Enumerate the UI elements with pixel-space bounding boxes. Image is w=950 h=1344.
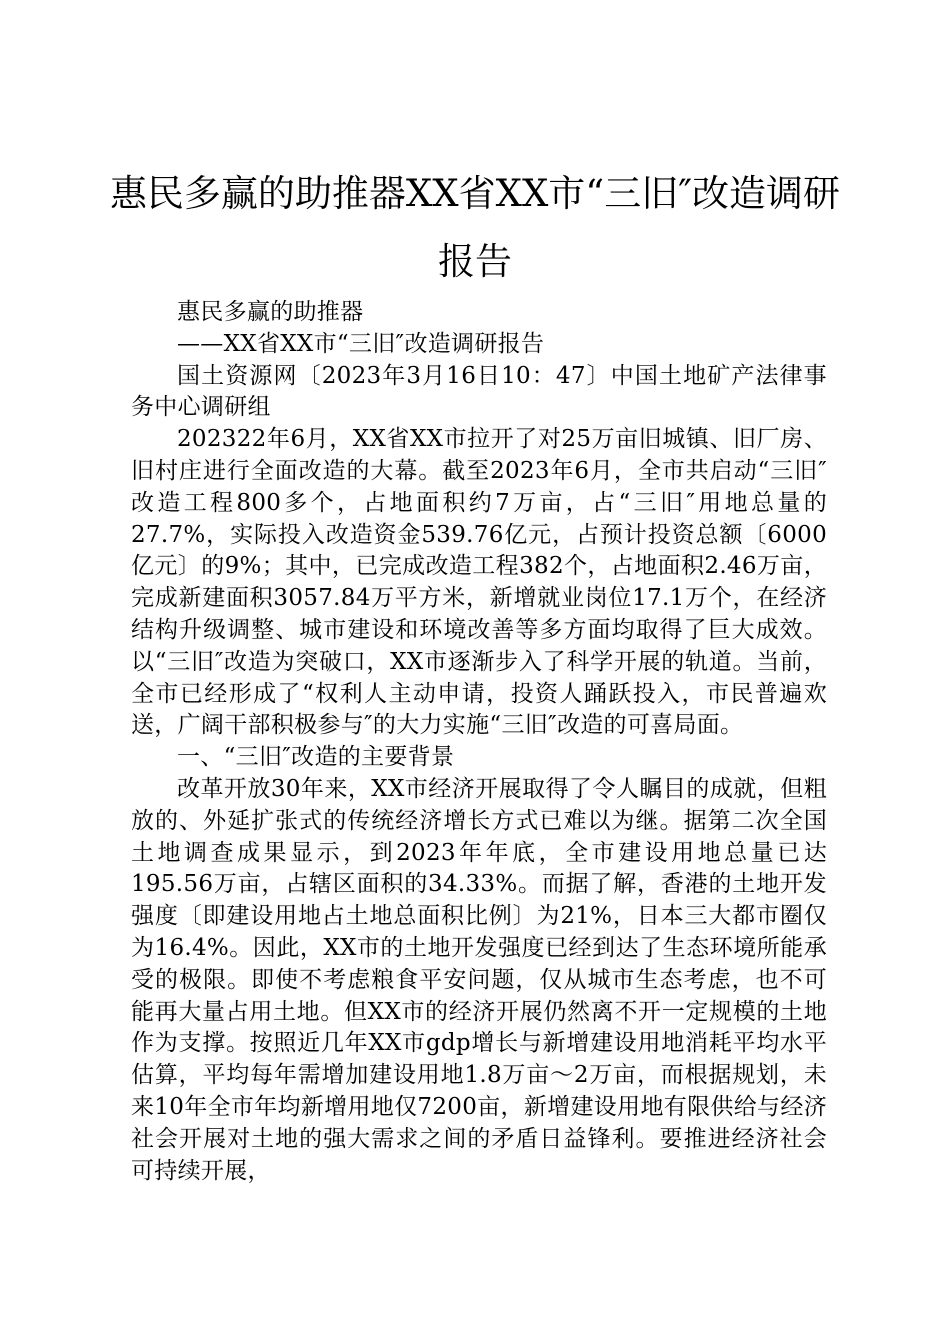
subtitle-line: ——XX省XX市“三旧″改造调研报告 (177, 330, 545, 357)
document-title: 惠民多赢的助推器XX省XX市“三旧″改造调研报告 (109, 172, 841, 283)
document-body (131, 297, 827, 1187)
body-paragraph: 202322年6月，XX省XX市拉开了对25万亩旧城镇、旧厂房、旧村庄进行全面改造的大幕。截至2023年6月，全市共启动“三旧″改造工程800多个，占地面积约7万亩，占“三旧″用地总量的27.7%，实际投入改造资金539.76亿元，占预计投资总额〔6000亿元〕的9%；其中，已完成改造工程382个，占地面积2.46万亩，完成新建面积3057.84万平方米，新增就业岗位17.1万个，在经济结构升级调整、城市建设和环境改善等多方面均取得了巨大成效。以“三旧″改造为突破口，XX市逐渐步入了科学开展的轨道。当前，全市已经形成了“权利人主动申请，投资人踊跃投入，市民普遍欢送，广阔干部积极参与″的大力实施“三旧″改造的可喜局面。 (131, 426, 827, 739)
source-line: 国土资源网〔2023年3月16日10：47〕中国土地矿产法律事务中心调研组 (131, 362, 827, 421)
subtitle-line: 惠民多赢的助推器 (177, 299, 364, 325)
body-paragraph: 改革开放30年来，XX市经济开展取得了令人瞩目的成就，但粗放的、外延扩张式的传统经济增长方式已难以为继。据第二次全国土地调查成果显示，到2023年年底，全市建设用地总量已达195.56万亩，占辖区面积的34.33%。而据了解，香港的土地开发强度〔即建设用地占土地总面积比例〕为21%，日本三大都市圈仅为16.4%。因此，XX市的土地开发强度已经到达了生态环境所能承受的极限。即使不考虑粮食平安问题，仅从城市生态考虑，也不可能再大量占用土地。但XX市的经济开展仍然离不开一定规模的土地作为支撑。按照近几年XX市gdp增长与新增建设用地消耗平均水平估算，平均每年需增加建设用地1.8万亩～2万亩，而根据规划，未来10年全市年均新增用地仅7200亩，新增建设用地有限供给与经济社会开展对土地的强大需求之间的矛盾日益锋利。要推进经济社会可持续开展， (131, 775, 827, 1184)
section-heading: 一、“三旧″改造的主要背景 (177, 744, 455, 771)
